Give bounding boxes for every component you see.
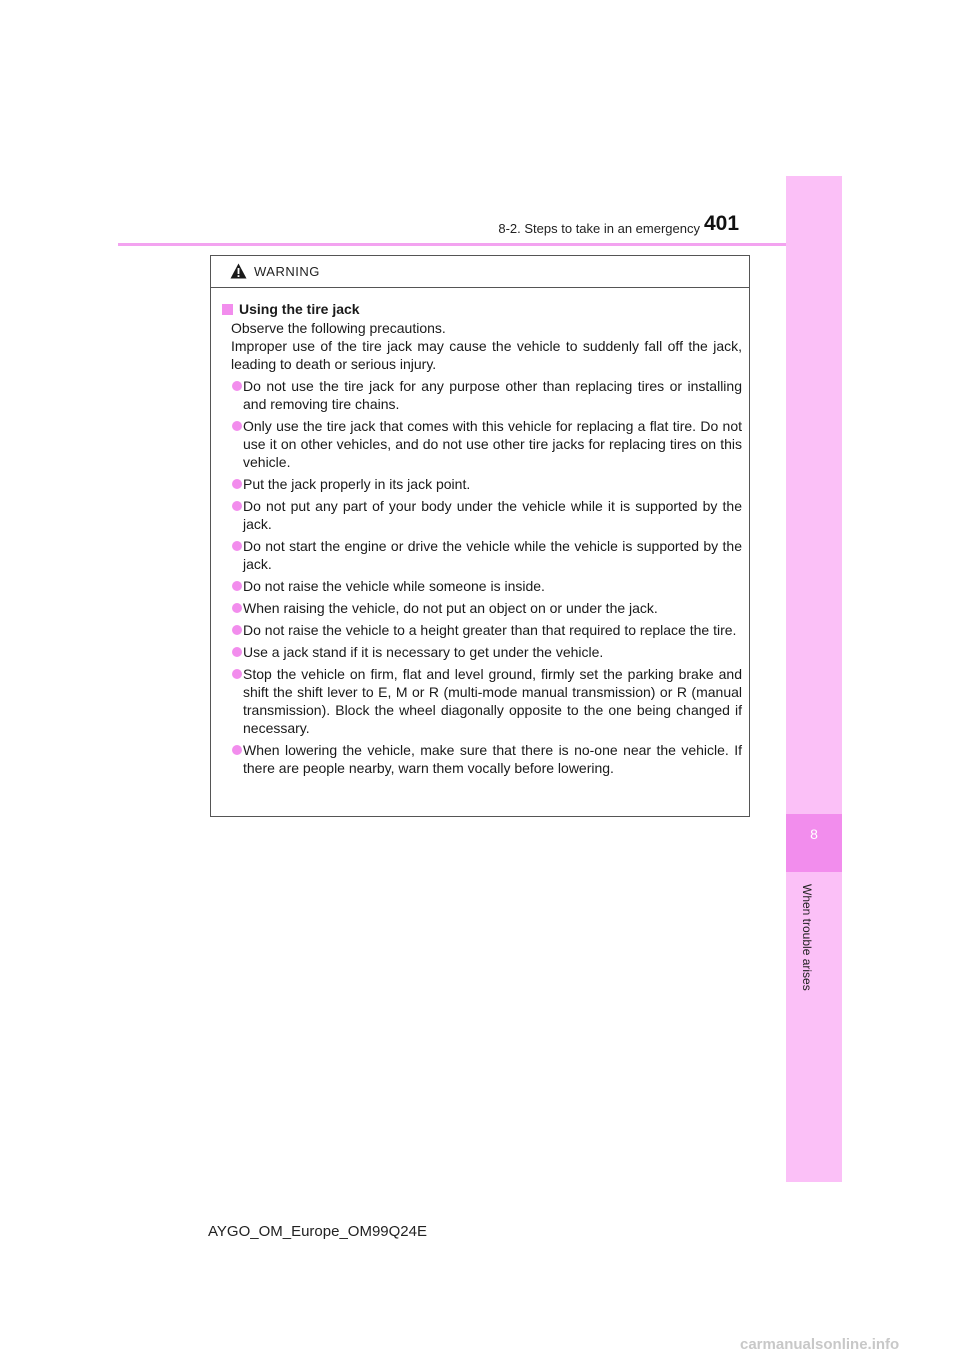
square-bullet-icon <box>222 304 233 315</box>
warning-triangle-icon <box>230 263 247 279</box>
bullet-dot-icon <box>232 745 242 755</box>
bullet-dot-icon <box>232 541 242 551</box>
list-item <box>222 475 742 493</box>
list-item <box>222 643 742 661</box>
precaution-list <box>222 377 742 777</box>
bullet-dot-icon <box>232 479 242 489</box>
warning-box <box>210 255 750 817</box>
chapter-title: When trouble arises <box>800 884 814 991</box>
section-title: 8-2. Steps to take in an emergency <box>498 221 700 236</box>
list-item <box>222 417 742 471</box>
list-item <box>222 665 742 737</box>
list-item-text: Put the jack properly in its jack point. <box>243 476 471 492</box>
list-item <box>222 537 742 573</box>
bullet-dot-icon <box>232 647 242 657</box>
bullet-dot-icon <box>232 581 242 591</box>
list-item-text: Use a jack stand if it is necessary to get under the vehicle. <box>243 644 604 660</box>
bullet-dot-icon <box>232 669 242 679</box>
chapter-number-box <box>786 814 842 872</box>
list-item-text: Do not put any part of your body under the vehicle while it is supported by the jack. <box>243 498 742 532</box>
watermark: carmanualsonline.info <box>740 1336 900 1353</box>
document-code: AYGO_OM_Europe_OM99Q24E <box>208 1223 427 1240</box>
list-item <box>222 577 742 595</box>
intro-line-1: Observe the following precautions. <box>231 320 446 336</box>
header-divider <box>118 243 842 246</box>
warning-title: WARNING <box>254 264 320 279</box>
bullet-dot-icon <box>232 381 242 391</box>
list-item-text: Only use the tire jack that comes with this vehicle for replacing a flat tire. Do not use it on other vehicles, and do not use other tire jacks for replacing tires on this vehicle. <box>243 418 742 470</box>
list-item-text: Do not use the tire jack for any purpose other than replacing tires or installing and removing tire chains. <box>243 378 742 412</box>
warning-header <box>211 256 749 288</box>
intro-line-2: Improper use of the tire jack may cause the vehicle to suddenly fall off the jack, leading to death or serious injury. <box>231 338 742 372</box>
list-item-text: Stop the vehicle on firm, flat and level ground, firmly set the parking brake and shift the shift lever to E, M or R (multi-mode manual transmission) or R (manual transmission). Block the wheel diagonally opposite to the one being changed if necessary. <box>243 666 742 736</box>
bullet-dot-icon <box>232 421 242 431</box>
list-item-text: Do not raise the vehicle while someone is inside. <box>243 578 545 594</box>
bullet-dot-icon <box>232 501 242 511</box>
chapter-side-tab <box>786 176 842 1182</box>
list-item <box>222 741 742 777</box>
list-item-text: Do not raise the vehicle to a height greater than that required to replace the tire. <box>243 622 737 638</box>
warning-body <box>211 288 749 777</box>
list-item <box>222 377 742 413</box>
list-item-text: Do not start the engine or drive the vehicle while the vehicle is supported by the jack. <box>243 538 742 572</box>
bullet-dot-icon <box>232 603 242 613</box>
list-item <box>222 497 742 533</box>
chapter-number: 8 <box>810 826 818 842</box>
page-number: 401 <box>704 212 740 235</box>
bullet-dot-icon <box>232 625 242 635</box>
list-item-text: When raising the vehicle, do not put an object on or under the jack. <box>243 600 658 616</box>
list-item-text: When lowering the vehicle, make sure that there is no-one near the vehicle. If there are people nearby, warn them vocally before lowering. <box>243 742 742 776</box>
list-item <box>222 621 742 639</box>
section-heading-text: Using the tire jack <box>239 301 360 317</box>
section-heading <box>222 300 742 318</box>
list-item <box>222 599 742 617</box>
